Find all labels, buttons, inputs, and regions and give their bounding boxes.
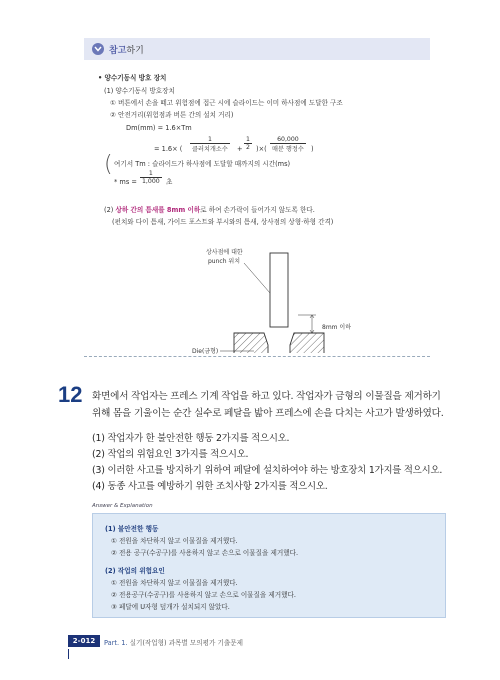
note-bracket-open: ( [104,152,113,177]
ref-item1: (1) 양수기동식 방호장치 [104,87,175,95]
ref-item2-sub: (펀치와 다이 틈새, 가이드 포스트와 부시와의 틈새, 상사점의 상형·하형 간격) [112,218,334,226]
answer-h1-b: ② 전용 공구(수공구)를 사용하지 않고 손으로 이물질을 제거했다. [111,549,299,557]
note-2-prefix: * ms = [114,178,137,186]
ref-item2: (2) 상하 간의 틈새를 8mm 이하로 하여 손가락이 들어가지 않도록 한다. [104,206,315,214]
sub-question-2: (2) 작업의 위험요인 3가지를 적으시오. [92,449,249,460]
footer-line [68,649,69,659]
sub-question-1: (1) 작업자가 한 불안전한 행동 2가지를 적으시오. [92,433,290,444]
fraction-half-num: 1 [246,136,250,143]
note-2-suffix: 초 [166,178,173,186]
fraction-clutch-num: 1 [190,136,230,144]
die-right [290,333,324,353]
fraction-clutch-den: 클러치개소수 [192,146,228,153]
reference-icon [92,43,104,55]
punch [270,253,288,327]
fraction-stroke-den: 매분 행정수 [272,146,304,153]
press-die-figure [84,233,430,353]
question-line-1: 화면에서 작업자는 프레스 기계 작업을 하고 있다. 작업자가 금형의 이물질을 제거하기 [92,391,441,402]
fraction-half-den: 2 [246,144,250,151]
reference-header [84,38,430,60]
fraction-stroke [270,136,306,153]
formula-2-mid: )×( [256,145,267,153]
fraction-half [244,136,252,151]
answer-h1: (1) 불안전한 행동 [105,525,159,533]
page-number: 2-012 [68,635,100,647]
reference-box [84,38,430,357]
answer-label: Answer & Explanation [92,503,153,509]
fraction-ms-num: 1 [140,170,162,178]
formula-2-end: ) [311,145,314,153]
fraction-clutch [190,136,230,153]
question-number: 12 [58,382,83,407]
footer-title: Part. 1. 실기(작업형) 과목별 모의평가 기출문제 [104,639,243,647]
reference-title: 참고하기 [109,46,144,56]
answer-h2-a: ① 전원을 차단하지 않고 이물질을 제거했다. [111,579,238,587]
sub-question-3: (3) 이러한 사고를 방지하기 위하여 페달에 설치하여야 하는 방호장치 1가지를 적으시오. [92,465,443,476]
fig-label-punch: punch 위치 [208,258,241,265]
answer-h2: (2) 작업의 위험요인 [105,567,165,575]
formula-plus: + [237,145,243,153]
formula-1: Dm(mm) = 1.6×Tm [126,124,192,132]
question-line-2: 위해 몸을 기울이는 순간 실수로 페달을 밟아 프레스에 손을 다치는 사고가 발생하였다. [92,408,444,419]
fraction-ms-den: 1,000 [142,178,160,185]
answer-h2-b: ② 전용공구(수공구)를 사용하지 않고 손으로 이물질을 제거했다. [111,591,296,599]
ref-item1-b: ② 안전거리(위험점과 버튼 간의 설치 거리) [110,111,234,119]
fraction-ms [140,170,162,185]
note-1: 여기서 Tm : 슬라이드가 하사점에 도달할 때까지의 시간(ms) [114,160,291,168]
answer-box [92,513,446,618]
fraction-stroke-num: 60,000 [270,136,306,144]
die-left [234,333,268,353]
answer-h2-c: ③ 페달에 U자형 덮개가 설치되지 않았다. [111,603,230,611]
fig-label-gap: 8mm 이하 [322,324,352,331]
answer-h1-a: ① 전원을 차단하지 않고 이물질을 제거했다. [111,537,238,545]
fig-label-tdc: 상사점에 대한 [206,249,243,256]
ref-heading: • 양수기동식 방호 장치 [98,74,167,82]
sub-question-4: (4) 동종 사고를 예방하기 위한 조치사항 2가지를 적으시오. [92,481,328,492]
fig-label-die: Die(금형) [192,348,219,355]
ref-item1-a: ① 버튼에서 손을 떼고 위험점에 접근 시에 슬라이드는 이미 하사점에 도달한 구조 [110,99,343,107]
formula-2-prefix: = 1.6× ( [154,145,183,153]
